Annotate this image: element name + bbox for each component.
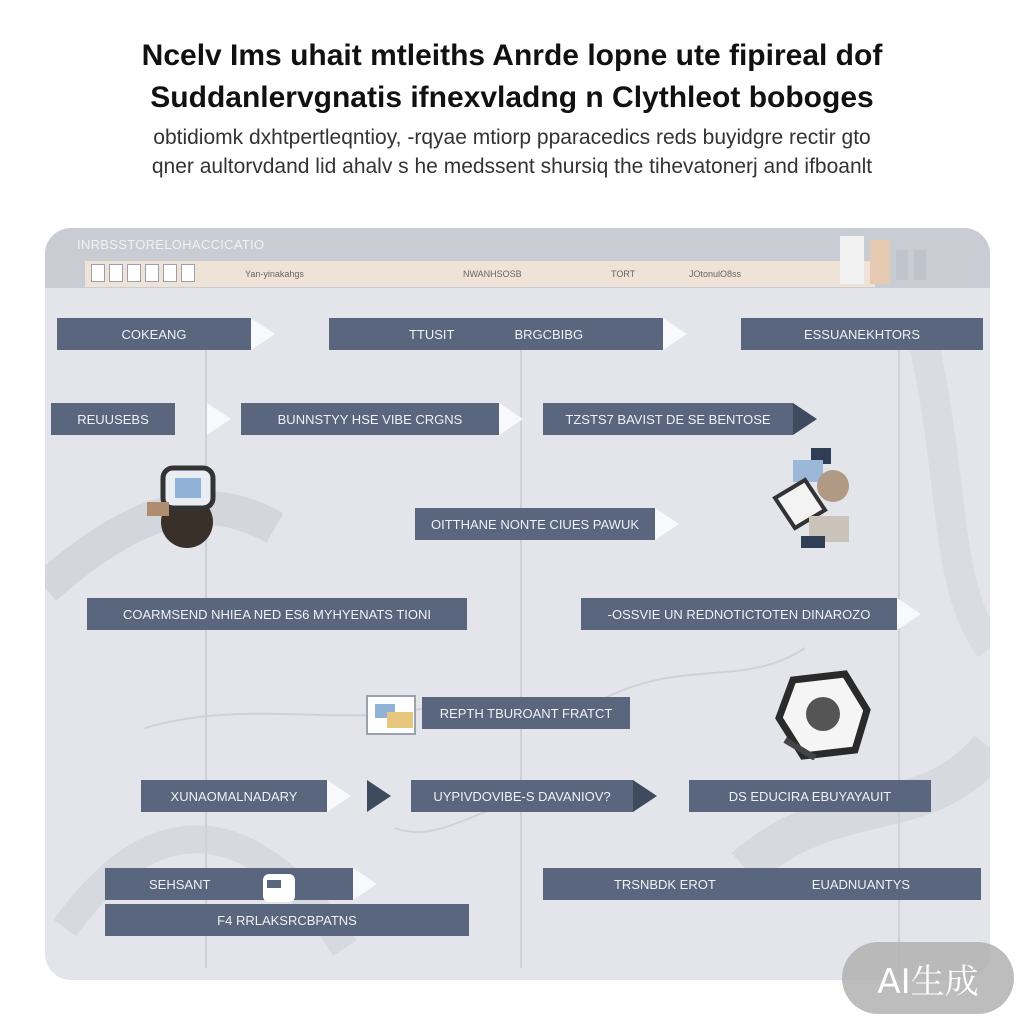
flow-node[interactable]: OITTHANE NONTE CIUES PAWUK (415, 508, 655, 540)
flow-arrow (353, 868, 377, 900)
flow-node[interactable] (543, 868, 981, 900)
header-strip-label: TORT (611, 269, 636, 279)
flow-arrow (327, 780, 351, 812)
robot-head-icon (145, 460, 235, 555)
page-title-line-2: Suddanlervgnatis ifnexvladng n Clythleot boboges (150, 81, 874, 114)
header-cell (181, 264, 195, 282)
flow-arrow (367, 780, 391, 812)
header-strip-label: JOtonulO8ss (689, 269, 742, 279)
flow-node[interactable]: ESSUANEKHTORS (741, 318, 983, 350)
flow-arrow (251, 318, 275, 350)
header-cell (163, 264, 177, 282)
small-tag-icon (259, 870, 299, 910)
flow-node[interactable]: COARMSEND NHIEA NED ES6 MYHYENATS TIONI (87, 598, 467, 630)
flow-node[interactable] (329, 318, 663, 350)
panel-header-title: INRBSSTORELOHACCICATIO (77, 237, 265, 252)
flow-node-label: EUADNUANTYS (811, 876, 911, 892)
flow-node[interactable]: F4 RRLAKSRCBPATNS (105, 904, 469, 936)
flow-arrow (655, 508, 679, 540)
flow-arrow (633, 780, 657, 812)
flow-node[interactable]: BUNNSTYY HSE VIBE CRGNS (241, 403, 499, 435)
flow-arrow (793, 403, 817, 435)
header-cell (127, 264, 141, 282)
flow-node[interactable]: TZSTS7 BAVIST DE SE BENTOSE (543, 403, 793, 435)
flow-node[interactable]: XUNAOMALNADARY (141, 780, 327, 812)
camera-lens-icon (775, 670, 875, 760)
flow-arrow (897, 598, 921, 630)
header-strip-label: NWANHSOSB (463, 269, 522, 279)
header-strip-label: Yan-yinakahgs (245, 269, 304, 279)
flow-node[interactable]: DS EDUCIRA EBUYAYAUIT (689, 780, 931, 812)
ai-generated-watermark: AI生成 (842, 942, 1014, 1014)
page-subtitle-line-1: obtidiomk dxhtpertleqntioy, -rqyae mtiorp pparacedics reds buyidgre rectir gto (153, 126, 871, 149)
flow-node[interactable]: COKEANG (57, 318, 251, 350)
flow-node[interactable]: UYPIVDOVIBE-S DAVANIOV? (411, 780, 633, 812)
header-tools-icon (840, 236, 940, 286)
flow-node[interactable]: REUUSEBS (51, 403, 175, 435)
header-cell (91, 264, 105, 282)
flow-node-label: BRGCBIBG (514, 326, 584, 342)
guide-line-2 (520, 348, 522, 968)
flow-arrow (663, 318, 687, 350)
header-cell (145, 264, 159, 282)
header-cell-icons (91, 264, 199, 287)
diagram-panel (45, 228, 990, 980)
machine-worker-icon (765, 440, 875, 550)
flow-node[interactable]: -OSSVIE UN REDNOTICTOTEN DINAROZO (581, 598, 897, 630)
flow-node[interactable]: REPTH TBUROANT FRATCT (422, 697, 630, 729)
header-cell (109, 264, 123, 282)
flow-arrow (207, 403, 231, 435)
flow-node-label: TRSNBDK EROT (613, 876, 716, 892)
page-title-line-1: Ncelv Ims uhait mtleiths Anrde lopne ute fipireal dof (141, 39, 883, 72)
page-subtitle-line-2: qner aultorvdand lid ahalv s he medssent shursiq the tihevatonerj and ifboanlt (151, 155, 873, 178)
flow-arrow (499, 403, 523, 435)
document-card-icon (365, 694, 417, 736)
flow-node-label: TTUSIT (408, 326, 455, 342)
flow-node[interactable]: SEHSANT (105, 868, 353, 900)
